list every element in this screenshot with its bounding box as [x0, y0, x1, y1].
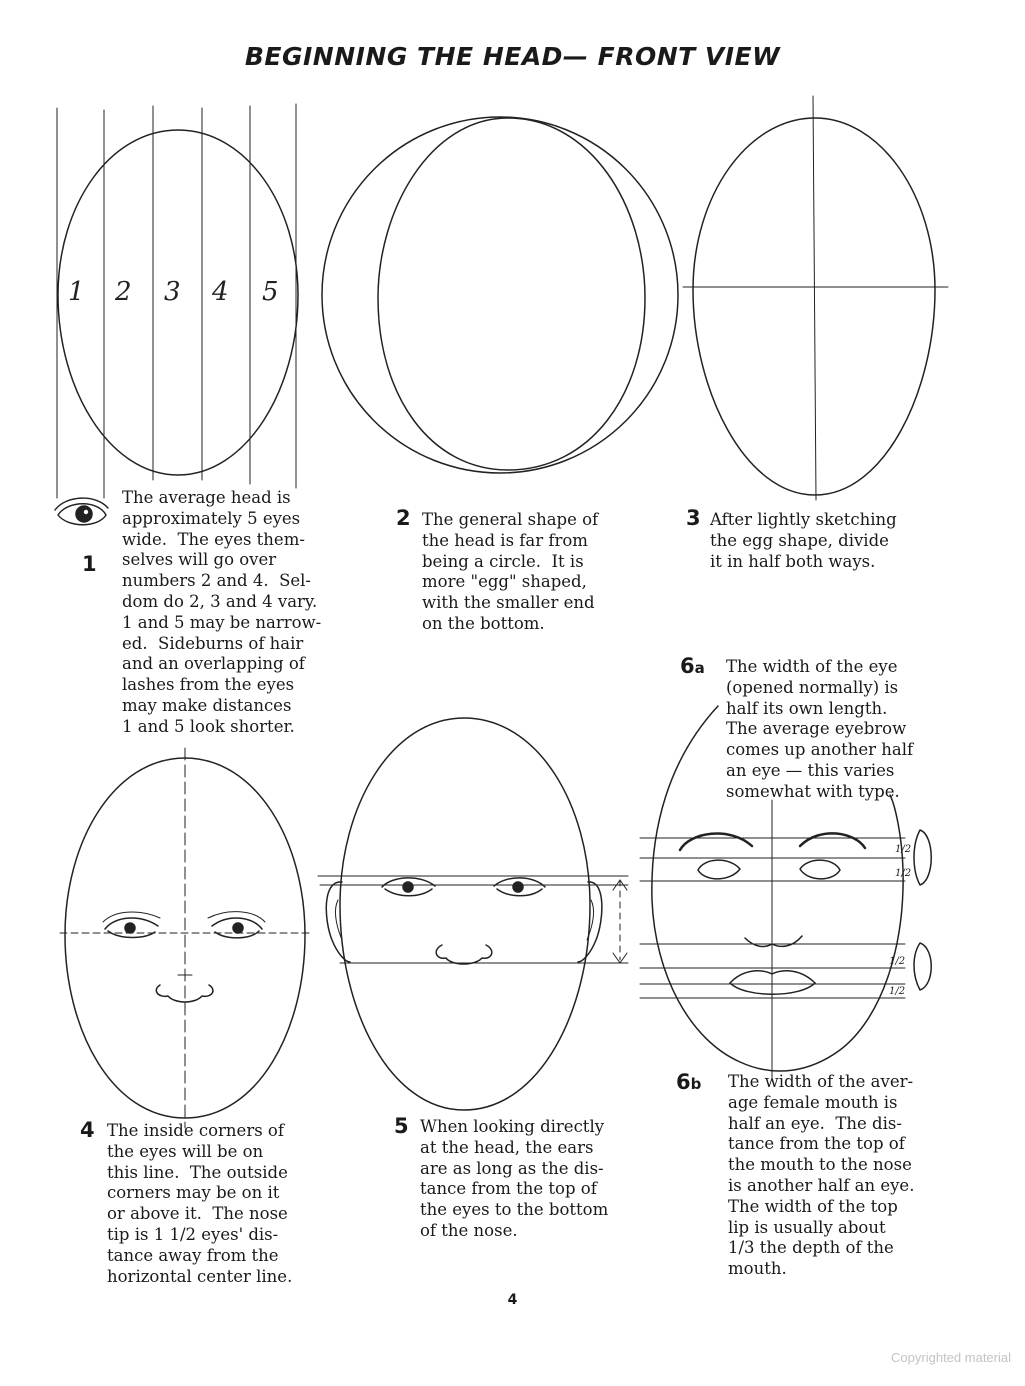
figure-4-face-center-line — [60, 748, 310, 1128]
step-2-number: 2 — [396, 506, 411, 530]
fraction-mouth-bottom: 1/2 — [889, 986, 906, 997]
step-3-caption: After lightly sketching the egg shape, divide it in half both ways. — [710, 510, 897, 571]
fraction-mouth-top: 1/2 — [889, 956, 906, 967]
eye-icon — [55, 498, 108, 525]
column-number-4: 4 — [212, 277, 229, 307]
step-4-number: 4 — [80, 1118, 95, 1142]
step-5-caption: When looking directly at the head, the ears are as long as the dis- tance from the top of the eyes to the bottom of the nose. — [420, 1117, 609, 1240]
step-1-caption: The average head is approximately 5 eyes wide. The eyes them- selves will go over numbers 2 and 4. Sel- dom do 2, 3 and 4 vary. 1 and 5 may be narrow- ed. Sideburns of hair and an overlapping of lashes from the eyes may make distances 1 and 5 look shorter. — [122, 488, 322, 736]
fraction-eye-top: 1/2 — [895, 844, 912, 855]
fraction-eye-bottom: 1/2 — [895, 868, 912, 879]
column-number-2: 2 — [115, 277, 132, 307]
page-number: 4 — [507, 1292, 518, 1308]
step-6a-caption: The width of the eye (opened normally) is half its own length. The average eyebrow comes up another half an eye — this varies somewhat with type. — [726, 657, 914, 801]
step-2-caption: The general shape of the head is far from being a circle. It is more "egg" shaped, with the smaller end on the bottom. — [422, 510, 599, 633]
column-number-1: 1 — [68, 277, 85, 307]
page-title: BEGINNING THE HEAD— FRONT VIEW — [244, 42, 781, 71]
step-4-caption: The inside corners of the eyes will be on this line. The outside corners may be on it or above it. The nose tip is 1 1/2 eyes' dis- tance away from the horizontal center line. — [107, 1121, 293, 1286]
figure-2-circle-egg — [322, 117, 678, 473]
step-6a-number: 6a — [680, 654, 705, 678]
figure-3-egg-divided — [683, 96, 948, 500]
step-6b-number: 6b — [676, 1070, 702, 1094]
column-number-3: 3 — [164, 277, 181, 307]
step-3-number: 3 — [686, 506, 701, 530]
step-6b-caption: The width of the aver- age female mouth is half an eye. The dis- tance from the top of the mouth to the nose is another half an eye. The width of the top lip is usually about 1/3 the depth of the mouth. — [728, 1072, 915, 1279]
copyright-watermark: Copyrighted material — [891, 1350, 1011, 1365]
step-5-number: 5 — [394, 1114, 409, 1138]
column-number-5: 5 — [262, 277, 279, 307]
figure-5-face-ears — [318, 718, 628, 1110]
step-1-number: 1 — [82, 552, 97, 576]
